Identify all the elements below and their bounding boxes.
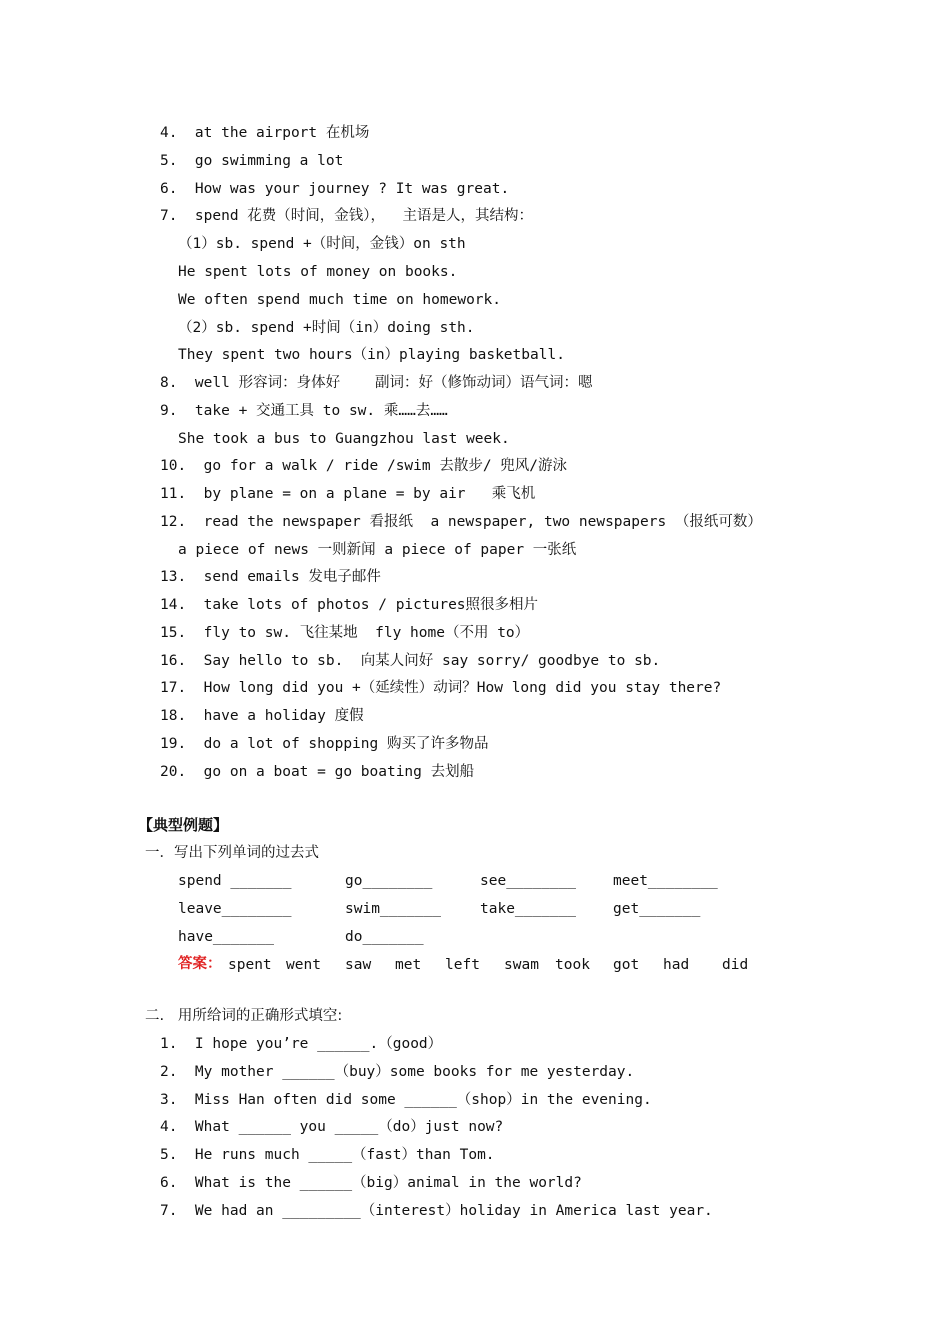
phrase-item: 9. take + 交通工具 to sw. 乘……去…… [160,403,448,419]
answer-label: 答案： [178,956,222,972]
phrase-item: 14. take lots of photos / pictures照很多相片 [160,597,539,613]
answer-word: had [663,957,690,973]
phrase-item: 17. How long did you +（延续性）动词？How long did you stay there? [160,680,722,696]
exercise-item: 7. We had an _________（interest）holiday in America last year. [160,1203,713,1219]
answer-word: went [286,957,321,973]
exercise-item: 2. My mother ______（buy）some books for me yesterday. [160,1064,635,1080]
blank-word: spend _______ [178,873,292,889]
exercise-item: 1. I hope you’re ______.（good） [160,1036,443,1052]
answer-word: met [395,957,422,973]
blank-word: see________ [480,873,577,889]
section-title: 【典型例题】 [138,816,229,834]
phrase-item: 6. How was your journey ? It was great. [160,181,510,197]
exercise-item: 5. He runs much _____（fast）than Tom. [160,1147,495,1163]
phrase-example: They spent two hours（in）playing basketball. [178,347,565,363]
phrase-example: a piece of news 一则新闻 a piece of paper 一张纸 [178,542,577,558]
part1-heading: 一．写出下列单词的过去式 [145,845,319,861]
phrase-subitem: （1）sb. spend +（时间，金钱）on sth [178,236,466,252]
blank-word: meet________ [613,873,718,889]
phrase-item: 13. send emails 发电子邮件 [160,569,381,585]
phrase-item: 5. go swimming a lot [160,153,344,169]
exercise-item: 6. What is the ______（big）animal in the world? [160,1175,582,1191]
answer-word: did [722,957,749,973]
answer-word: took [555,957,590,973]
phrase-subitem: （2）sb. spend +时间（in）doing sth. [178,320,475,336]
exercise-item: 3. Miss Han often did some ______（shop）in the evening. [160,1092,652,1108]
phrase-item: 8. well 形容词：身体好 副词：好（修饰动词）语气词：嗯 [160,375,593,391]
phrase-item: 18. have a holiday 度假 [160,708,364,724]
answer-word: saw [345,957,372,973]
answer-word: spent [228,957,272,973]
blank-word: take_______ [480,901,577,917]
phrase-item: 20. go on a boat = go boating 去划船 [160,764,475,780]
phrase-item: 4. at the airport 在机场 [160,125,370,141]
phrase-item: 12. read the newspaper 看报纸 a newspaper, two newspapers （报纸可数） [160,514,762,530]
blank-word: have_______ [178,929,275,945]
phrase-item: 19. do a lot of shopping 购买了许多物品 [160,736,489,752]
phrase-item: 11. by plane = on a plane = by air 乘飞机 [160,486,536,502]
phrase-item: 15. fly to sw. 飞往某地 fly home（不用 to） [160,625,530,641]
phrase-example: We often spend much time on homework. [178,292,502,308]
answer-word: left [445,957,480,973]
exercise-item: 4. What ______ you _____（do）just now? [160,1119,504,1135]
phrase-example: She took a bus to Guangzhou last week. [178,431,510,447]
blank-word: swim_______ [345,901,442,917]
phrase-item: 7. spend 花费（时间，金钱）， 主语是人，其结构： [160,208,534,224]
blank-word: get_______ [613,901,701,917]
answer-word: swam [504,957,539,973]
phrase-item: 10. go for a walk / ride /swim 去散步/ 兜风/游泳 [160,458,568,474]
phrase-example: He spent lots of money on books. [178,264,458,280]
part2-heading: 二. 用所给词的正确形式填空: [145,1008,343,1024]
phrase-item: 16. Say hello to sb. 向某人问好 say sorry/ goodbye to sb. [160,653,661,669]
blank-word: go________ [345,873,433,889]
blank-word: leave________ [178,901,292,917]
blank-word: do_______ [345,929,424,945]
answer-word: got [613,957,640,973]
